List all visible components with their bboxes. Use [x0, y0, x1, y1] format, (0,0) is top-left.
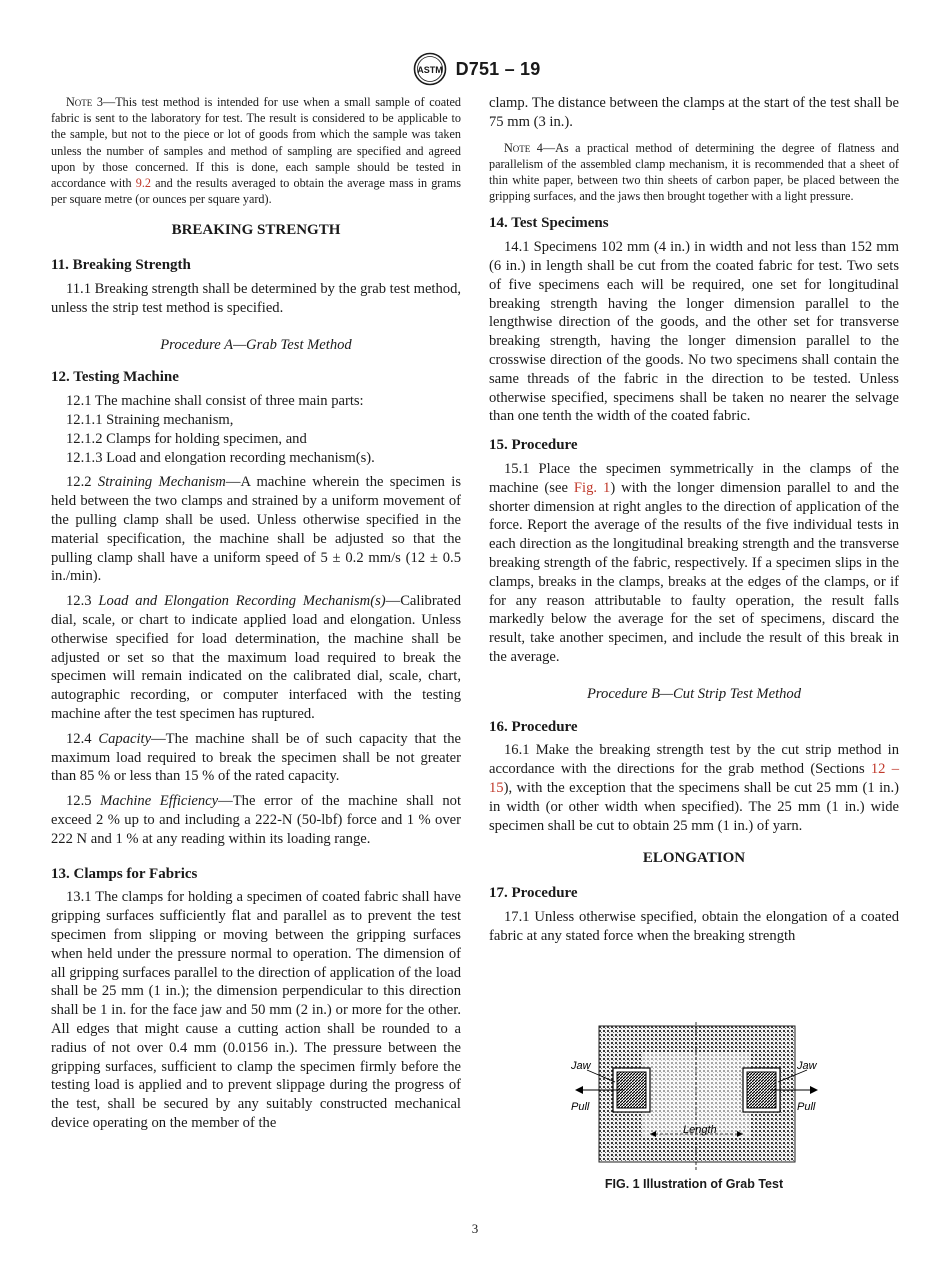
section-13-heading: 13. Clamps for Fabrics: [51, 865, 198, 882]
para-12-1: 12.1 The machine shall consist of three main parts:: [66, 393, 364, 410]
para-11-1: 11.1 Breaking strength shall be determined by the grab test method, unless the strip test method is specified.: [51, 281, 462, 316]
para-12-4: 12.4 Capacity—The machine shall be of such capacity that the maximum load required to break the specimen shall be not greater than 85 % or less than 15 % of the rated capacity.: [51, 730, 461, 785]
section-9-2-link[interactable]: 9.2: [135, 176, 151, 191]
para-14-1: 14.1 Specimens 102 mm (4 in.) in width and not less than 152 mm (6 in.) in length shall be cut from the coated fabric for test. Two sets of five specimens each will be required, one set for longitudinal breaking strength having the longer dimension parallel to the lengthwise direction of the goods, and the other set for transverse breaking strength, having the longer dimension parallel to the crosswise direction of the goods. No two specimens shall contain the same threads of the fabric in the direction to be tested. Unless otherwise specified, specimens shall be taken no nearer the selvage than one tenth the width of the coated fabric.: [489, 239, 899, 425]
label-jaw-right: Jaw: [797, 1060, 817, 1072]
elongation-heading: ELONGATION: [642, 850, 746, 867]
para-12-2: 12.2 Straining Mechanism—A machine wherein the specimen is held between the two clamps and strained by a uniform movement of the pulling clamp shall be used. Unless otherwise specified in the material specification, the machine shall be adjusted so that the pulling clamp shall have a uniform speed of 5 ± 0.2 mm/s (12 ± 0.5 in./min).: [51, 474, 461, 585]
breaking-strength-heading: BREAKING STRENGTH: [171, 222, 341, 239]
para-12-1-2: 12.1.2 Clamps for holding specimen, and: [66, 430, 307, 447]
astm-logo-icon: [410, 52, 450, 86]
procedure-b-heading: Procedure B—Cut Strip Test Method: [586, 685, 802, 702]
label-pull-right: Pull: [797, 1101, 816, 1113]
para-12-1-3: 12.1.3 Load and elongation recording mechanism(s).: [66, 449, 375, 466]
label-jaw-left: Jaw: [571, 1060, 591, 1072]
document-id: D751 – 19: [455, 58, 541, 79]
fig-1-link[interactable]: Fig. 1: [573, 479, 611, 496]
section-16-heading: 16. Procedure: [489, 718, 578, 735]
astm-logo-text: ASTM: [416, 65, 443, 75]
grab-test-figure: [563, 1022, 833, 1198]
para-12-3: 12.3 Load and Elongation Recording Mechanism(s)—Calibrated dial, scale, or chart to indicate applied load and elongation. Unless otherwise specified for load determination, the machine shall be adjusted or set so that the maximum load required to break the specimen will remain indicated on the calibrated dial, scale, chart, autographic recording, or computer interfaced with the testing machine after the test specimen has ruptured.: [51, 593, 461, 722]
section-11-heading: 11. Breaking Strength: [51, 257, 191, 274]
right-column: [489, 94, 899, 952]
para-13-1-continued: clamp. The distance between the clamps at the start of the test shall be 75 mm (3 in.).: [489, 95, 899, 130]
para-16-1: 16.1 Make the breaking strength test by the cut strip method in accordance with the directions for the grab method (Sections 12 – 15), with the exception that the specimens shall be cut 25 mm (1 in.) in width (or other width when specified). The 25 mm (1 in.) wide specimen shall be cut to obtain 25 mm (1 in.) of yarn.: [489, 742, 899, 834]
para-12-5: 12.5 Machine Efficiency—The error of the machine shall not exceed 2 % up to and including a 222-N (50-lbf) force and 1 % over 222 N and 1 % at any reading within its loading range.: [51, 793, 462, 847]
para-12-1-1: 12.1.1 Straining mechanism,: [66, 412, 234, 428]
left-column: [51, 94, 461, 1139]
page-number: 3: [471, 1221, 479, 1236]
label-length: Length: [683, 1124, 717, 1136]
page-header: [0, 52, 950, 86]
figure-caption: FIG. 1 Illustration of Grab Test: [604, 1177, 784, 1191]
procedure-a-heading: Procedure A—Grab Test Method: [160, 336, 352, 353]
section-12-heading: 12. Testing Machine: [51, 369, 179, 386]
para-17-1: 17.1 Unless otherwise specified, obtain the elongation of a coated fabric at any stated force when the breaking strength: [489, 908, 899, 944]
note-4: Note 4—As a practical method of determining the degree of flatness and parallelism of the assembled clamp mechanism, it is recommended that a sheet of thin white paper, between two thin sheets of carbon paper, be placed between the gripping surfaces, and the jaws then brought together with a light pressure.: [489, 140, 900, 204]
sections-12-15-link[interactable]: 12 – 15: [489, 761, 899, 796]
section-14-heading: 14. Test Specimens: [489, 215, 609, 232]
para-13-1: 13.1 The clamps for holding a specimen of coated fabric shall have gripping surfaces sufficiently flat and parallel as to prevent the test specimen from slipping or moving between the gripping surfaces when held under the pressure normal to operation. The dimension of all gripping surfaces parallel to the direction of application of the load shall be 25 mm (1 in.); the dimension perpendicular to this direction shall be 1 in. for the face jaw and 50 mm (2 in.) or more for the other. All edges that might cause a cutting action shall be rounded to a radius of not over 0.4 mm (0.0156 in.). The pressure between the gripping surfaces, sufficient to clamp the specimen firmly before the testing load is applied and to prevent slippage during the progress of the test, shall be secured by any suitably constructed mechanical device operating on the member of the: [51, 889, 461, 1131]
section-17-heading: 17. Procedure: [489, 885, 578, 902]
note-3: Note 3—This test method is intended for use when a small sample of coated fabric is sent to the laboratory for test. The result is considered to be applicable to the sample, but not to the piece or lot of goods from which the sample was taken unless the number of samples and method of sampling are specified and agreed upon by those concerned. If this is done, each sample should be tested in accordance with 9.2 and the results averaged to obtain the average mass in grams per square metre (or ounces per square yard).: [51, 95, 462, 207]
section-15-heading: 15. Procedure: [489, 437, 578, 454]
para-15-1: 15.1 Place the specimen symmetrically in the clamps of the machine (see Fig. 1) with the longer dimension parallel to and the shorter dimension at right angles to the direction of application of the force. Report the average of the results of the five individual tests in each direction as the longitudinal breaking strength and the transverse breaking strength of the fabric, respectively. If a specimen slips in the clamps, breaks in the clamps, breaks at the edges of the clamps, or if for any reason attributable to faulty operation, the result falls markedly below the average for the set of specimens, discard the result, take another specimen, and include the result of this break in the average.: [489, 460, 899, 665]
label-pull-left: Pull: [571, 1101, 590, 1113]
